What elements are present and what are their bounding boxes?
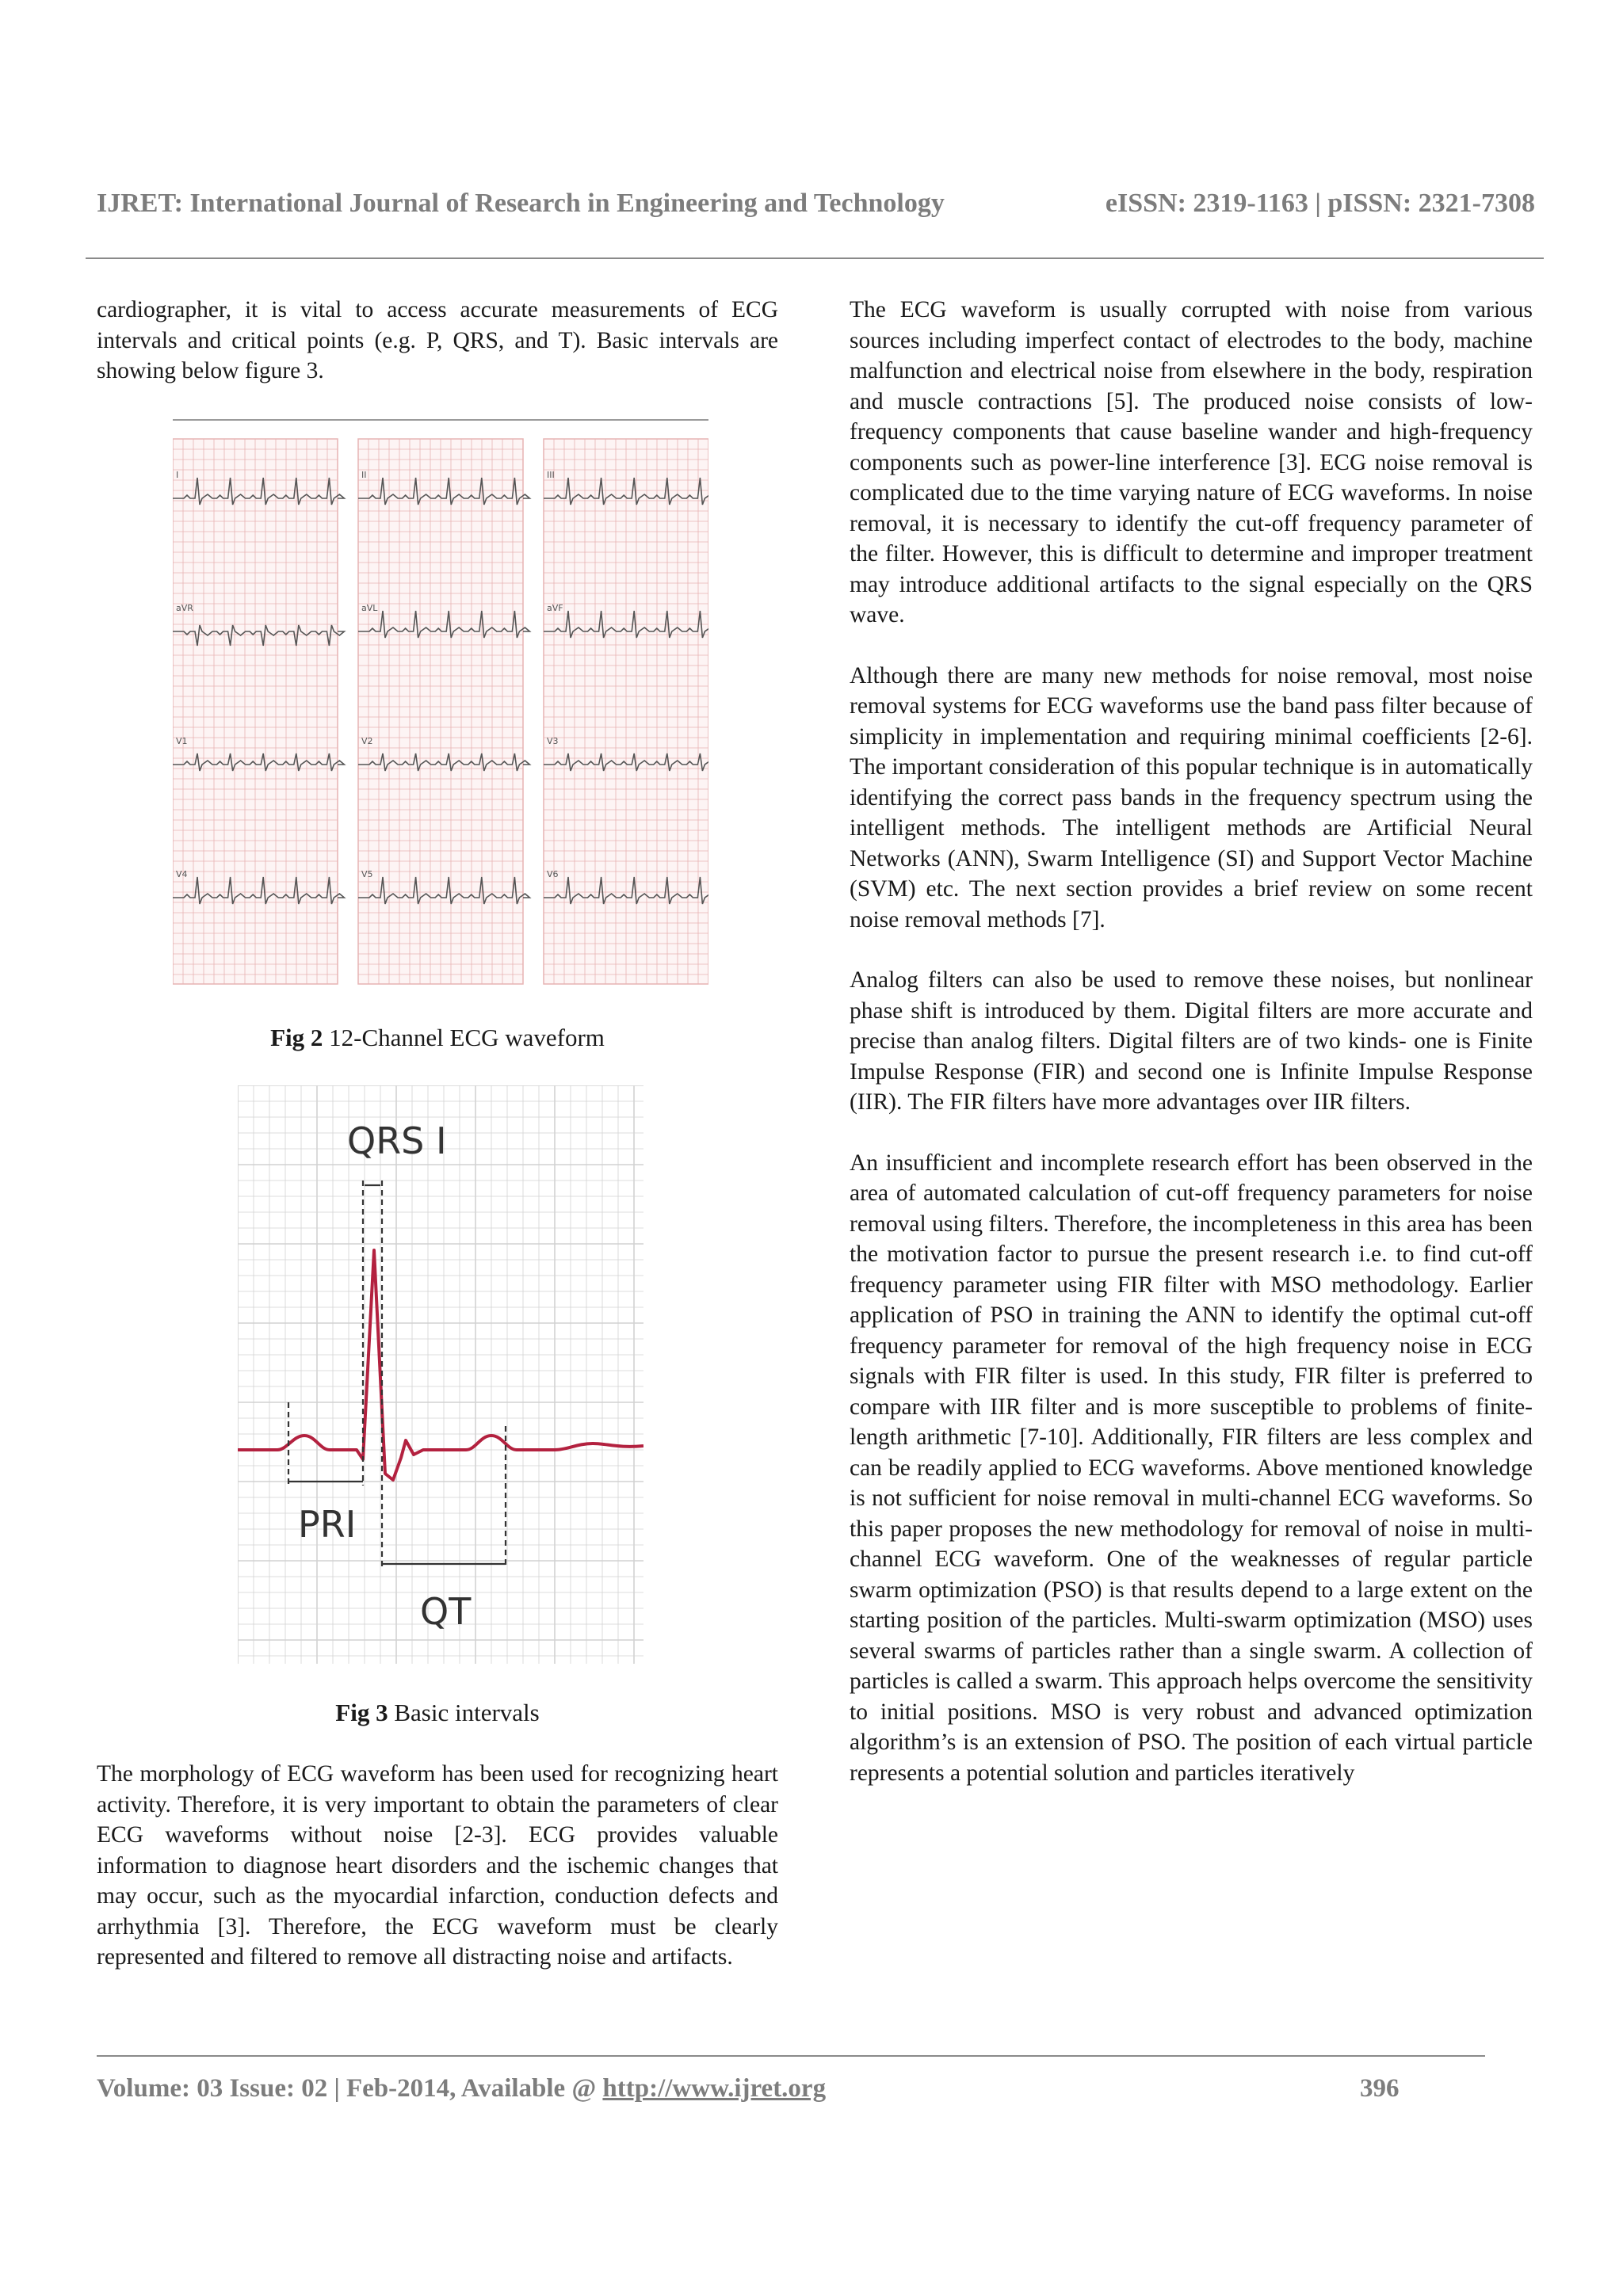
ecg-lead-label: aVL [361, 603, 378, 613]
page-number: 396 [1360, 2074, 1400, 2103]
fig2-label: Fig 2 [270, 1024, 323, 1051]
ecg-column [358, 439, 529, 984]
ecg-lead-label: aVR [176, 603, 193, 613]
paragraph-noise-sources: The ECG waveform is usually corrupted with noise from various sources including imperfect contact of electrodes to the body, machine malfunction and electrical noise from elsewhere in the body, respiration and muscle contractions [5]. The produced noise consists of low-frequency components that cause baseline wander and high-frequency components such as power-line interference [3]. ECG noise removal is complicated due to the time varying nature of ECG waveforms. In noise removal, it is necessary to identify the cut-off frequency parameter of the filter. However, this is difficult to determine and improper treatment may introduce additional artifacts to the signal especially on the QRS wave. [850, 297, 1533, 627]
ecg-interval-graphic [238, 1085, 643, 1664]
ecg-lead-label: II [361, 470, 367, 480]
morphology-paragraph: The morphology of ECG waveform has been used for recognizing heart activity. Therefore, it is very important to obtain the parameters of clear ECG waveforms without noise [2-3]. ECG provides valuable information to diagnose heart disorders and the ischemic changes that may occur, such as the myocardial infarction, conduction defects and arrhythmia [3]. Therefore, the ECG waveform must be clearly represented and filtered to remove all distracting noise and artifacts. [97, 1761, 778, 1970]
fig2-caption-text: 12-Channel ECG waveform [329, 1024, 605, 1051]
fig3-caption [97, 1699, 778, 1727]
footer-rule [97, 2055, 1485, 2057]
ecg-lead-label: V5 [361, 869, 373, 879]
right-column [850, 295, 1533, 1818]
figure-basic-intervals [238, 1085, 643, 1664]
qt-label: QT [420, 1590, 472, 1633]
page-footer [97, 2074, 1404, 2103]
ecg-12-lead-graphic [173, 418, 708, 989]
ecg-lead-label: V3 [547, 736, 559, 746]
interval-background [238, 1085, 643, 1664]
figure-12-channel-ecg [173, 418, 708, 989]
running-header [97, 189, 1535, 219]
fig3-caption-text: Basic intervals [394, 1699, 540, 1726]
left-column-intro [97, 295, 778, 417]
header-rule [86, 257, 1544, 259]
journal-title: IJRET: International Journal of Research in Engineering and Technology [97, 189, 945, 218]
ecg-column [544, 439, 708, 984]
ecg-column [173, 439, 344, 984]
pri-label: PRI [298, 1503, 357, 1546]
fig2-caption [97, 1024, 778, 1052]
fig3-label: Fig 3 [335, 1699, 388, 1726]
qrs-label: QRS I [347, 1119, 447, 1162]
issn-info: eISSN: 2319-1163 | pISSN: 2321-7308 [1105, 189, 1535, 218]
paragraph-mso-method: An insufficient and incomplete research effort has been observed in the area of automated calculation of cut-off frequency parameters for noise removal using filters. Therefore, the incompleteness in this area has been the motivation factor to pursue the present research i.e. to find cut-off frequency parameter using FIR filter with MSO methodology. Earlier application of PSO in training the ANN to identify the optimal cut-off frequency parameter for removal of the high frequency noise in ECG signals with FIR filter is used. In this study, FIR filter is preferred to compare with IIR filter and is more susceptible to problems of finite-length arithmetic [7-10]. Additionally, FIR filters are less complex and can be readily applied to ECG waveforms. Above mentioned knowledge is not sufficient for noise removal in multi-channel ECG waveforms. So this paper proposes the new methodology for removal of noise in multi-channel ECG waveform. One of the weaknesses of regular particle swarm optimization (PSO) is that results depend to a large extent on the starting position of the particles. Multi-swarm optimization (MSO) uses several swarms of particles rather than a single swarm. A collection of particles is called a swarm. This approach helps overcome the sensitivity to initial positions. MSO is very robust and advanced optimization algorithm’s is an extension of PSO. The position of each virtual particle represents a potential solution and particles iteratively [850, 1150, 1533, 1786]
paragraph-analog-digital: Analog filters can also be used to remove these noises, but nonlinear phase shift is introduced by them. Digital filters are more accurate and precise than analog filters. Digital filters are of two kinds- one is Finite Impulse Response (FIR) and second one is Infinite Impulse Response (IIR). The FIR filters have more advantages over IIR filters. [850, 967, 1533, 1115]
ecg-lead-label: V2 [361, 736, 373, 746]
ecg-lead-label: V1 [176, 736, 188, 746]
left-column-body [97, 1759, 778, 2003]
footer-volume: Volume: 03 Issue: 02 | Feb-2014, Available @ [97, 2074, 603, 2103]
ecg-lead-label: I [176, 470, 179, 480]
ecg-lead-label: V4 [176, 869, 188, 879]
paragraph-band-pass: Although there are many new methods for noise removal, most noise removal systems for ECG waveforms use the band pass filter because of simplicity in implementation and requiring minimal coefficients [2-6]. The important consideration of this popular technique is in automatically identifying the correct pass bands in the frequency spectrum using the intelligent methods. The intelligent methods are Artificial Neural Networks (ANN), Swarm Intelligence (SI) and Support Vector Machine (SVM) etc. The next section provides a brief review on some recent noise removal methods [7]. [850, 662, 1533, 933]
intro-paragraph: cardiographer, it is vital to access accurate measurements of ECG intervals and critical points (e.g. P, QRS, and T). Basic intervals are showing below figure 3. [97, 297, 778, 383]
ecg-lead-label: V6 [547, 869, 559, 879]
ecg-lead-label: III [547, 470, 555, 480]
footer-link[interactable]: http://www.ijret.org [602, 2074, 827, 2103]
ecg-lead-label: aVF [547, 603, 563, 613]
